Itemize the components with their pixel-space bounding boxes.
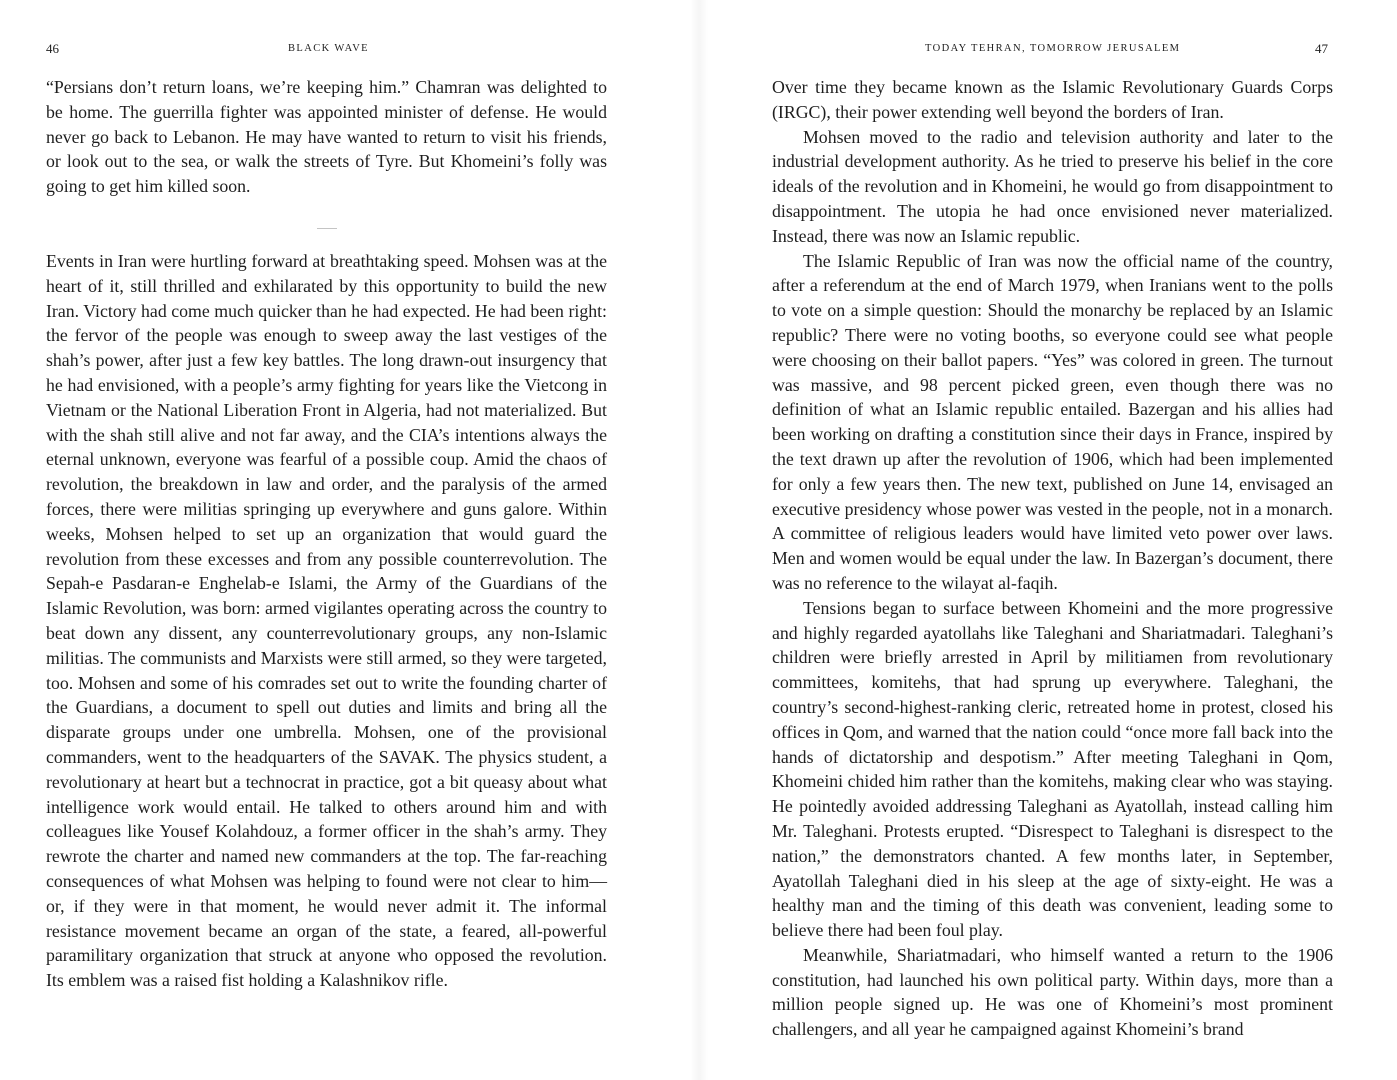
paragraph: “Persians don’t return loans, we’re keeping him.” Chamran was delighted to be home. The guerrilla fighter was appointed minister of defense. He would never go back to Lebanon. He may have wanted to return to visit his friends, or look out to the sea, or walk the streets of Tyre. But Khomeini’s folly was going to get him killed soon. xyxy=(46,77,607,197)
paragraph: Meanwhile, Shariatmadari, who himself wanted a return to the 1906 constitution, had launched his own political party. Within days, more than a million people signed up. He was one of Khomeini’s most prominent challengers, and all year he campaigned against Khomeini’s brand xyxy=(772,944,1333,1040)
running-head: BLACK WAVE xyxy=(288,43,369,54)
body-text xyxy=(772,75,1333,1042)
section-break-ornament xyxy=(317,228,337,229)
left-page xyxy=(0,0,698,1080)
paragraph: Tensions began to surface between Khomeini and the more progressive and highly regarded ayatollahs like Taleghani and Shariatmadari. Taleghani’s children were briefly arrested in April by militiamen from revolutionary committees, komitehs, that had sprung up everywhere. Taleghani, the country’s second-highest-ranking cleric, retreated home in protest, closed his offices in Qom, and warned that the nation could “once more fall back into the hands of dictatorship and despotism.” After meeting Taleghani in Qom, Khomeini chided him rather than the komitehs, making clear who was staying. He pointedly avoided addressing Taleghani as Ayatollah, instead calling him Mr. Taleghani. Protests erupted. “Disrespect to Taleghani is disrespect to the nation,” the demonstrators chanted. A few months later, in September, Ayatollah Taleghani died in his sleep at the age of sixty-eight. He was a healthy man and the timing of this death was convenient, leading some to believe there had been foul play. xyxy=(772,597,1333,941)
right-page xyxy=(698,0,1397,1080)
paragraph: Mohsen moved to the radio and television authority and later to the industrial development authority. As he tried to preserve his belief in the core ideals of the revolution and in Khomeini, he would go from disappointment to disappointment. The utopia he had once envisioned never materialized. Instead, there was now an Islamic republic. xyxy=(772,126,1333,246)
page-number: 47 xyxy=(1315,41,1328,56)
running-head: TODAY TEHRAN, TOMORROW JERUSALEM xyxy=(925,43,1181,54)
paragraph: Over time they became known as the Islamic Revolutionary Guards Corps (IRGC), their power extending well beyond the borders of Iran. xyxy=(772,77,1333,122)
paragraph: Events in Iran were hurtling forward at breathtaking speed. Mohsen was at the heart of it, still thrilled and exhilarated by this opportunity to build the new Iran. Victory had come much quicker than he had expected. He had been right: the fervor of the people was enough to sweep away the last vestiges of the shah’s power, after just a few key battles. The long drawn-out insurgency that he had envisioned, with a people’s army fighting for years like the Vietcong in Vietnam or the National Liberation Front in Algeria, had not materialized. But with the shah still alive and not far away, and the CIA’s intentions always the eternal unknown, everyone was fearful of a possible coup. Amid the chaos of revolution, the breakdown in law and order, and the paralysis of the armed forces, there were militias springing up everywhere and guns galore. Within weeks, Mohsen helped to set up an organization that would guard the revolution from these excesses and from any possible counterrevolution. The Sepah-e Pasdaran-e Enghelab-e Islami, the Army of the Guardians of the Islamic Revolution, was born: armed vigilantes operating across the country to beat down any dissent, any counterrevolutionary groups, any non-Islamic militias. The communists and Marxists were still armed, so they were targeted, too. Mohsen and some of his comrades set out to write the founding charter of the Guardians, a document to spell out duties and limits and bring all the disparate groups under one umbrella. Mohsen, one of the provisional commanders, went to the headquarters of the SAVAK. The physics student, a revolutionary at heart but a technocrat in practice, got a bit queasy about what intelligence work would entail. He talked to others around him and with colleagues like Yousef Kolahdouz, a former officer in the shah’s army. They rewrote the charter and named new commanders at the top. The far-reaching consequences of what Mohsen was helping to found were not clear to him—or, if they were in that moment, he would never admit it. The informal resistance movement became an organ of the state, a feared, all-powerful paramilitary organization that struck at anyone who opposed the revolution. Its emblem was a raised fist holding a Kalashnikov rifle. xyxy=(46,251,607,991)
page-number: 46 xyxy=(46,41,59,56)
body-text-main xyxy=(46,249,607,993)
body-text-top xyxy=(46,75,607,199)
paragraph: The Islamic Republic of Iran was now the official name of the country, after a referendum at the end of March 1979, when Iranians went to the polls to vote on a simple question: Should the monarchy be replaced by an Islamic republic? There were no voting booths, so everyone could see what people were choosing on their ballot papers. “Yes” was colored in green. The turnout was massive, and 98 percent picked green, even though there was no definition of what an Islamic republic entailed. Bazergan and his allies had been working on drafting a constitution since their days in France, inspired by the text drawn up after the revolution of 1906, which had been implemented for only a few years then. The new text, published on June 14, envisaged an executive presidency whose power was vested in the people, not in a monarch. A committee of religious leaders would have limited veto power over laws. Men and women would be equal under the law. In Bazergan’s document, there was no reference to the wilayat al-faqih. xyxy=(772,250,1333,593)
